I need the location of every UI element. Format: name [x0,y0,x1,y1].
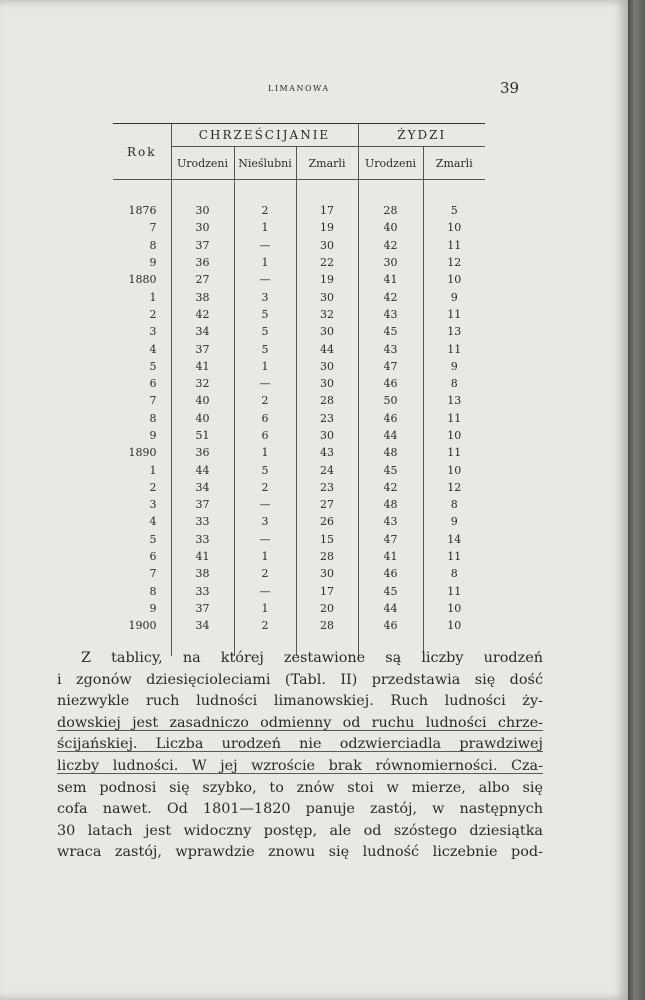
year-cell: 1876 [128,204,157,218]
value-cell: 45 [358,323,423,340]
value-cell: 43 [358,340,423,357]
value-cell: 44 [358,600,423,617]
value-cell: 11 [423,340,485,357]
year-cell: 1880 [128,273,157,287]
value-cell: 9 [423,358,485,375]
value-cell: 26 [296,513,358,530]
table-row [113,392,485,409]
value-cell: 46 [358,375,423,392]
value-cell: 13 [423,392,485,409]
value-cell: 44 [171,461,234,478]
population-table [113,123,485,638]
value-cell: 27 [296,496,358,513]
table-row [113,288,485,305]
value-cell: 23 [296,479,358,496]
value-cell: 23 [296,410,358,427]
year-cell: 7 [149,394,157,408]
year-cell: 4 [149,342,157,356]
value-cell: 30 [296,375,358,392]
value-cell: 47 [358,531,423,548]
value-cell: 1 [234,254,296,271]
value-cell: 36 [171,444,234,461]
value-cell: 24 [296,461,358,478]
value-cell: 47 [358,358,423,375]
value-cell: 33 [171,583,234,600]
value-cell: 42 [358,288,423,305]
value-cell: 5 [234,306,296,323]
value-cell: 34 [171,323,234,340]
value-cell: 1 [234,444,296,461]
table-row [113,410,485,427]
table-row [113,375,485,392]
value-cell: 28 [296,548,358,565]
value-cell: 51 [171,427,234,444]
value-cell: 36 [171,254,234,271]
text-line: sem podnosi się szybko, to znów stoi w mierze, albo się [57,779,543,796]
year-cell: 8 [149,238,157,252]
year-cell: 7 [149,567,157,581]
table-row [113,340,485,357]
year-cell: 8 [149,411,157,425]
value-cell: 5 [234,340,296,357]
value-cell: 6 [234,427,296,444]
value-cell: 46 [358,410,423,427]
value-cell: 43 [358,306,423,323]
col-header-christian-deaths: Zmarli [296,147,358,180]
value-cell: 10 [423,617,485,634]
table-row [113,306,485,323]
value-cell: 12 [423,254,485,271]
value-cell: 5 [234,323,296,340]
year-cell: 2 [149,480,157,494]
year-cell: 1890 [128,446,157,460]
value-cell: 27 [171,271,234,288]
value-cell: 3 [234,513,296,530]
value-cell: 19 [296,219,358,236]
value-cell: 11 [423,410,485,427]
value-cell: — [234,237,296,254]
value-cell: 15 [296,531,358,548]
value-cell: 44 [296,340,358,357]
table-row [113,531,485,548]
year-cell: 5 [149,359,157,373]
value-cell: 33 [171,531,234,548]
value-cell: 50 [358,392,423,409]
value-cell: 40 [171,410,234,427]
value-cell: 41 [171,548,234,565]
value-cell: 10 [423,271,485,288]
value-cell: 9 [423,513,485,530]
value-cell: 33 [171,513,234,530]
year-cell: 8 [149,584,157,598]
body-text [57,648,543,864]
value-cell: 43 [358,513,423,530]
value-cell: 45 [358,583,423,600]
value-cell: 40 [358,219,423,236]
value-cell: 1 [234,548,296,565]
value-cell: 46 [358,565,423,582]
rok-header: Rok [113,124,171,180]
value-cell: 11 [423,583,485,600]
jews-header: ŻYDZI [358,124,485,147]
table-row [113,202,485,219]
text-line: i zgonów dziesięcioleciami (Tabl. II) przedstawia się dość [57,671,543,688]
value-cell: 2 [234,202,296,219]
year-cell: 9 [149,256,157,270]
value-cell: 46 [358,617,423,634]
value-cell: 42 [358,479,423,496]
value-cell: 30 [358,254,423,271]
value-cell: — [234,531,296,548]
table-row [113,271,485,288]
value-cell: — [234,583,296,600]
table-row [113,254,485,271]
value-cell: 30 [296,358,358,375]
text-line-underlined: ścijańskiej. Liczba urodzeń nie odzwierciadla prawdziwej [57,736,543,753]
value-cell: 10 [423,219,485,236]
year-cell: 5 [149,532,157,546]
table-row [113,496,485,513]
value-cell: 8 [423,496,485,513]
value-cell: 30 [296,323,358,340]
col-header-jewish-births: Urodzeni [358,147,423,180]
value-cell: 30 [296,565,358,582]
value-cell: 32 [296,306,358,323]
year-cell: 7 [149,221,157,235]
text-line-underlined: liczby ludności. W jej wzroście brak równomierności. Cza- [57,757,543,774]
value-cell: — [234,375,296,392]
value-cell: 6 [234,410,296,427]
col-header-illegitimate: Nieślubni [234,147,296,180]
table-row [113,237,485,254]
year-cell: 2 [149,307,157,321]
text-line: 30 latach jest widoczny postęp, ale od szóstego dziesiątka [57,822,543,839]
value-cell: 30 [171,202,234,219]
table-row [113,461,485,478]
table-row [113,513,485,530]
christians-header: CHRZEŚCIJANIE [171,124,358,147]
text-line: Z tablicy, na której zestawione są liczby urodzeń [81,650,543,666]
value-cell: 44 [358,427,423,444]
value-cell: 37 [171,600,234,617]
table-row [113,583,485,600]
value-cell: 14 [423,531,485,548]
text-line-underlined: dowskiej jest zasadniczo odmienny od ruchu ludności chrze- [57,714,543,731]
value-cell: 30 [296,288,358,305]
value-cell: 22 [296,254,358,271]
table-row [113,219,485,236]
table-row [113,479,485,496]
value-cell: 5 [234,461,296,478]
value-cell: 37 [171,237,234,254]
table-row [113,358,485,375]
value-cell: 30 [296,427,358,444]
value-cell: 30 [171,219,234,236]
year-cell: 6 [149,550,157,564]
table-row [113,427,485,444]
value-cell: 40 [171,392,234,409]
value-cell: 17 [296,202,358,219]
value-cell: 11 [423,548,485,565]
value-cell: 34 [171,479,234,496]
year-cell: 6 [149,377,157,391]
value-cell: 48 [358,496,423,513]
year-cell: 4 [149,515,157,529]
value-cell: 13 [423,323,485,340]
table-row [113,444,485,461]
value-cell: 42 [358,237,423,254]
value-cell: 1 [234,600,296,617]
value-cell: 19 [296,271,358,288]
value-cell: 2 [234,479,296,496]
value-cell: — [234,496,296,513]
table-row [113,323,485,340]
value-cell: 11 [423,237,485,254]
value-cell: 5 [423,202,485,219]
col-header-jewish-deaths: Zmarli [423,147,485,180]
running-head: LIMANOWA [268,84,330,93]
value-cell: 2 [234,565,296,582]
table-body [113,202,485,634]
value-cell: 11 [423,306,485,323]
value-cell: 41 [358,548,423,565]
value-cell: 1 [234,358,296,375]
table-row [113,600,485,617]
year-cell: 1900 [128,619,157,633]
value-cell: 42 [171,306,234,323]
value-cell: 32 [171,375,234,392]
value-cell: 10 [423,461,485,478]
value-cell: 8 [423,565,485,582]
value-cell: 10 [423,427,485,444]
value-cell: 8 [423,375,485,392]
year-cell: 3 [149,498,157,512]
book-edge [628,0,645,1000]
value-cell: 48 [358,444,423,461]
value-cell: 41 [358,271,423,288]
value-cell: 20 [296,600,358,617]
year-cell: 1 [149,463,157,477]
value-cell: 43 [296,444,358,461]
page-number: 39 [500,79,520,97]
table-row [113,617,485,634]
value-cell: 34 [171,617,234,634]
value-cell: 38 [171,288,234,305]
value-cell: 30 [296,237,358,254]
value-cell: 11 [423,444,485,461]
value-cell: 38 [171,565,234,582]
table-row [113,548,485,565]
text-line: wraca zastój, wprawdzie znowu się ludność liczebnie pod- [57,844,543,861]
text-line: cofa nawet. Od 1801—1820 panuje zastój, w następnych [57,801,543,818]
value-cell: 28 [296,392,358,409]
text-line: niezwykle ruch ludności limanowskiej. Ruch ludności ży- [57,693,543,710]
col-header-christian-births: Urodzeni [171,147,234,180]
value-cell: 10 [423,600,485,617]
table-row [113,565,485,582]
value-cell: 9 [423,288,485,305]
value-cell: 2 [234,392,296,409]
value-cell: 12 [423,479,485,496]
value-cell: 28 [296,617,358,634]
year-cell: 9 [149,601,157,615]
year-cell: 1 [149,290,157,304]
value-cell: 45 [358,461,423,478]
value-cell: 28 [358,202,423,219]
year-cell: 3 [149,325,157,339]
year-cell: 9 [149,429,157,442]
value-cell: 37 [171,340,234,357]
value-cell: 1 [234,219,296,236]
value-cell: — [234,271,296,288]
value-cell: 3 [234,288,296,305]
value-cell: 37 [171,496,234,513]
value-cell: 17 [296,583,358,600]
value-cell: 2 [234,617,296,634]
value-cell: 41 [171,358,234,375]
